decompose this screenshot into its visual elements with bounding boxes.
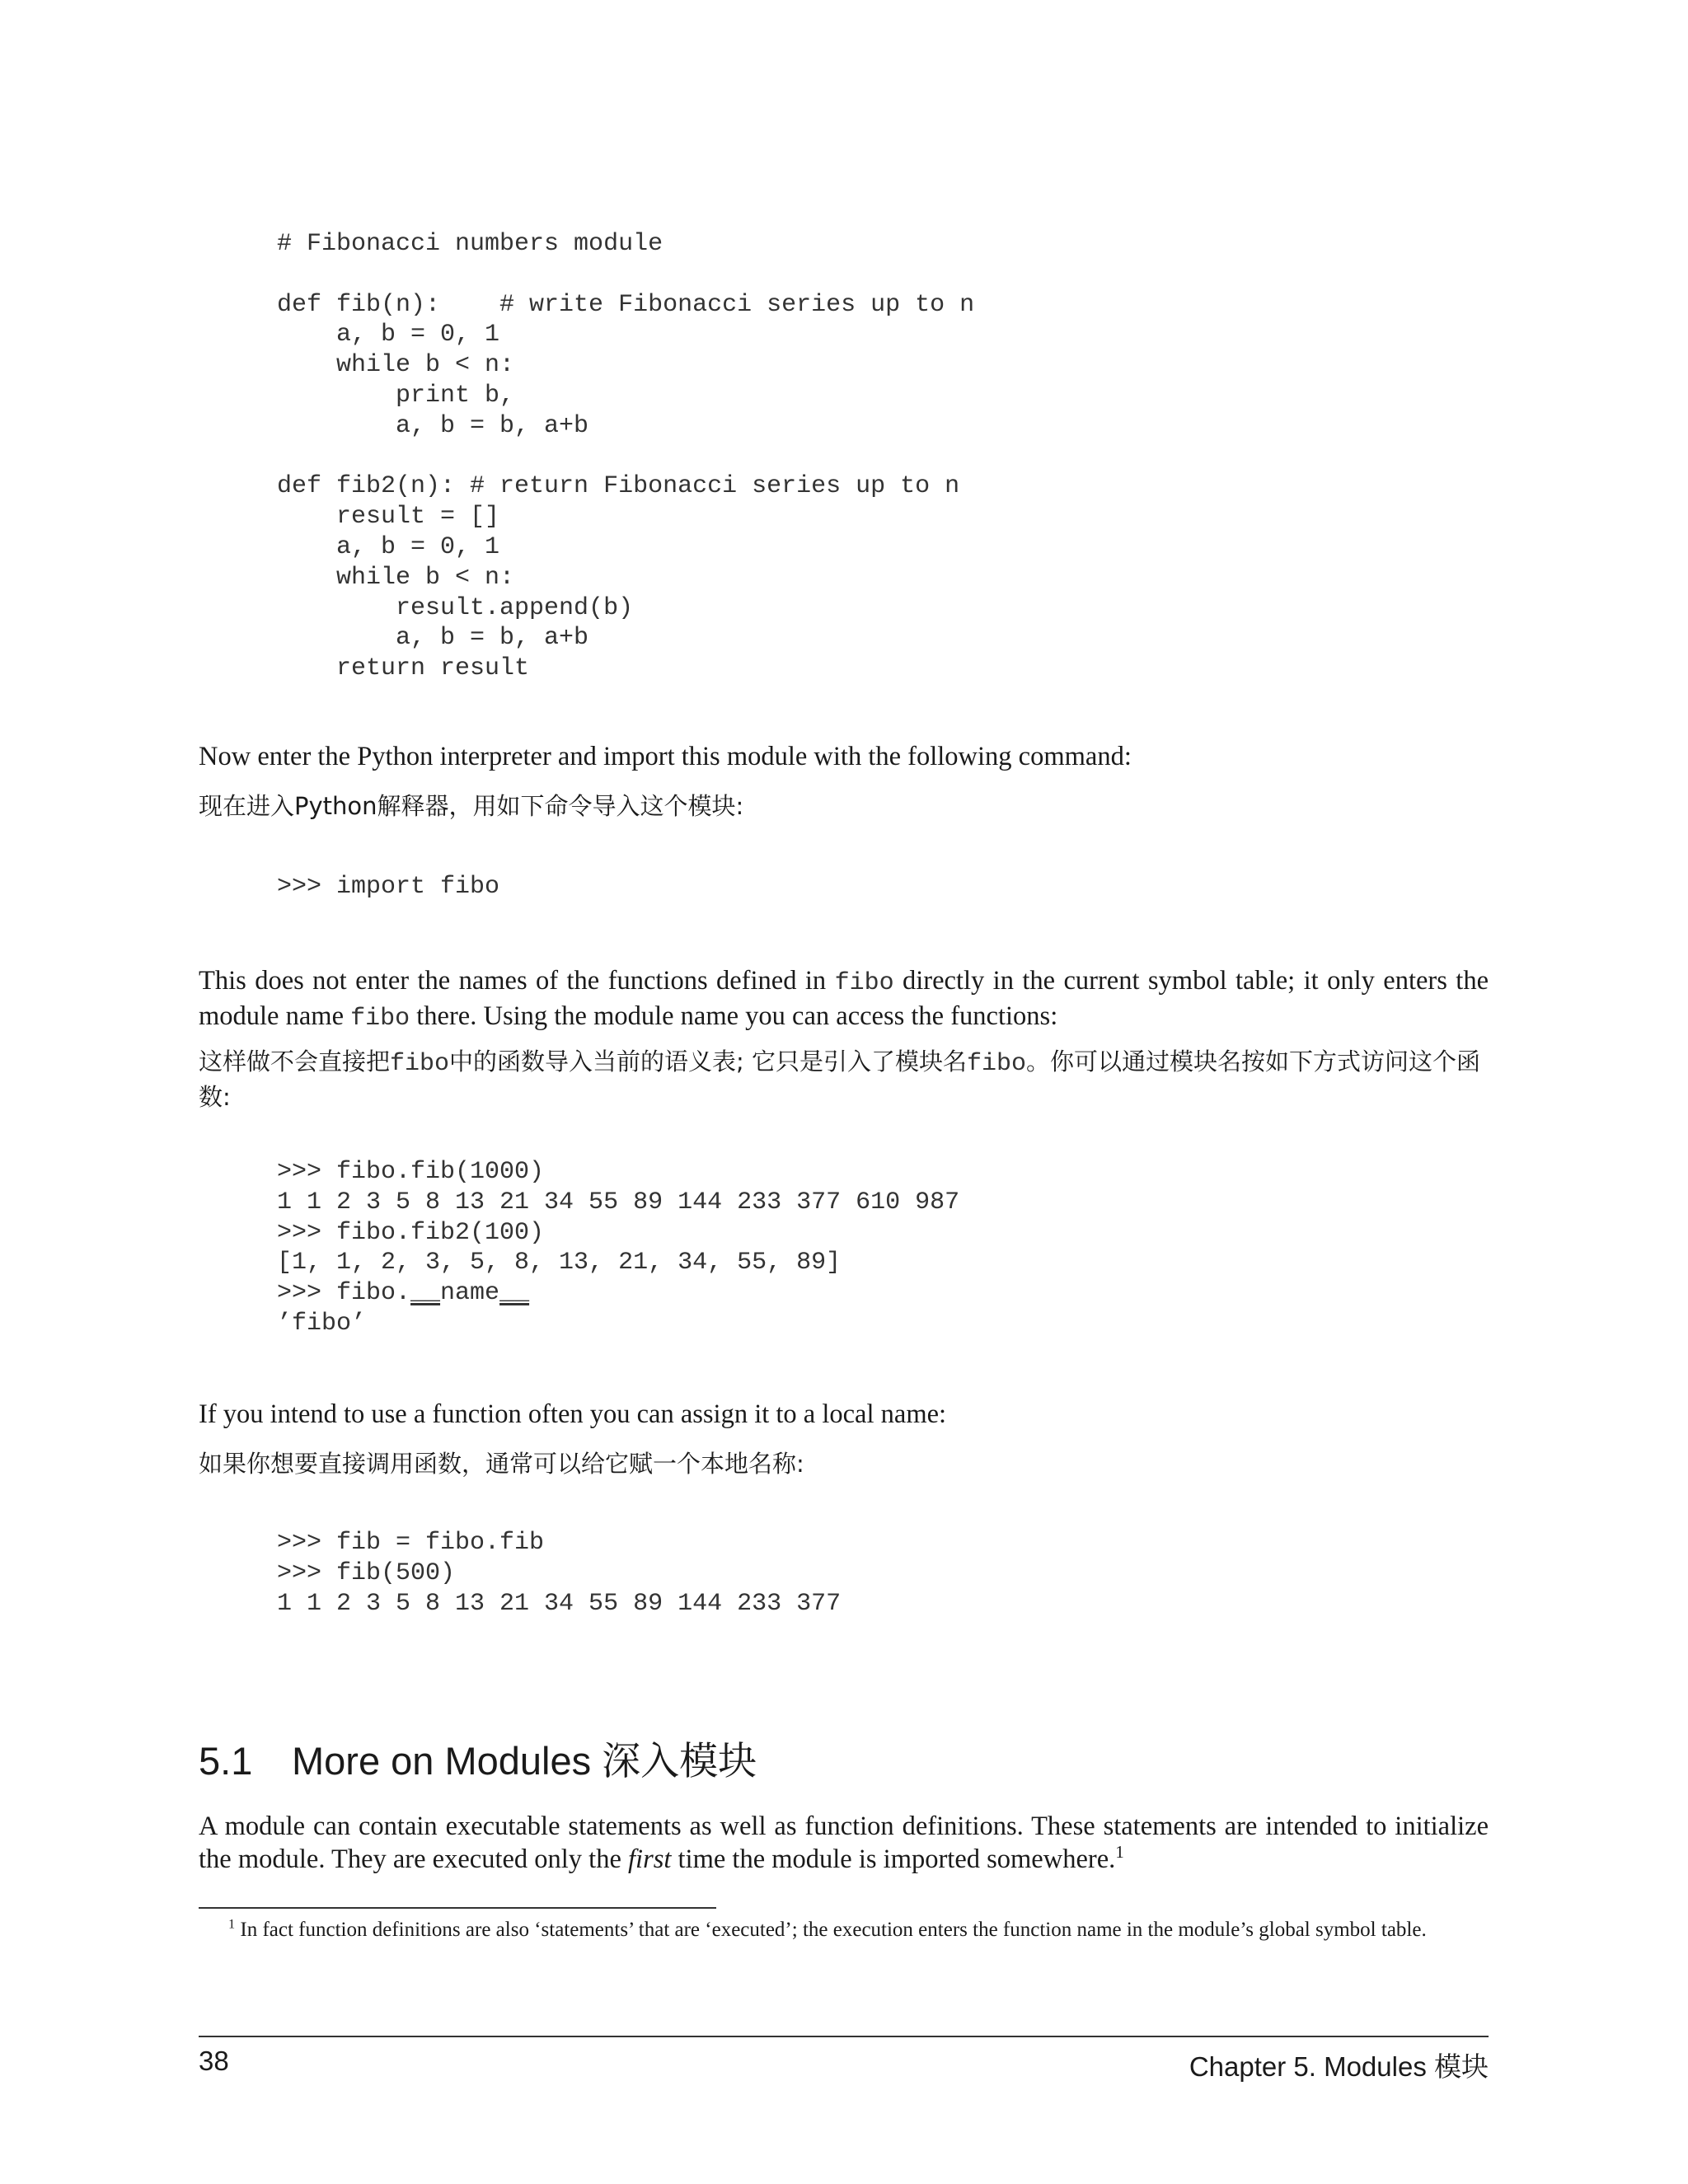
paragraph-local-name-zh: 如果你想要直接调用函数，通常可以给它赋一个本地名称:: [199, 1450, 804, 1478]
footnote-reference: 1: [1115, 1842, 1124, 1863]
paragraph-text: time the module is imported somewhere.: [671, 1844, 1116, 1874]
section-title: More on Modules 深入模块: [292, 1739, 757, 1783]
paragraph-text: A module can contain executable statements as well as function definitions. These statements are intended to initialize the module. They are executed only the: [199, 1811, 1489, 1874]
paragraph-executable-statements: [199, 1810, 1489, 1876]
paragraph-text: 这样做不会直接把: [199, 1047, 391, 1076]
inline-code: fibo: [350, 1005, 410, 1033]
section-number: 5.1: [199, 1739, 253, 1783]
paragraph-local-name: If you intend to use a function often you can assign it to a local name:: [199, 1399, 947, 1429]
paragraph-text: directly in the current symbol table; it only enters the module name: [199, 966, 1489, 1031]
footer-divider: [199, 2036, 1489, 2037]
code-lines: >>> fibo.fib(1000) 1 1 2 3 5 8 13 21 34 55 89 144 233 377 610 987 >>> fibo.fib2(100) [1, 1, 2, 3, 5, 8, 13, 21, 34, 55, 89]: [277, 1158, 960, 1277]
paragraph-symbol-table-zh: [199, 1045, 1489, 1113]
footnote-mark: 1: [228, 1916, 236, 1932]
paragraph-text: there. Using the module name you can access the functions:: [410, 1001, 1058, 1031]
paragraph-enter-interpreter: Now enter the Python interpreter and import this module with the following command:: [199, 742, 1132, 771]
paragraph-enter-interpreter-zh: 现在进入Python解释器，用如下命令导入这个模块:: [199, 792, 744, 820]
code-dunder-left: __: [410, 1279, 441, 1308]
footnote: [199, 1917, 1489, 1943]
paragraph-text: 。你可以通过模块名按如下方式访问这个函数:: [199, 1047, 1481, 1111]
code-name-attr: name: [440, 1279, 500, 1308]
emphasis-text: first: [628, 1844, 672, 1874]
paragraph-symbol-table: [199, 964, 1489, 1035]
code-lines: ’fibo’: [277, 1309, 367, 1338]
code-block-import: >>> import fibo: [277, 873, 500, 901]
chapter-title: Chapter 5. Modules 模块: [1189, 2051, 1489, 2082]
footnote-divider: [199, 1907, 716, 1909]
inline-code: fibo: [834, 969, 894, 997]
paragraph-text: 中的函数导入当前的语义表; 它只是引入了模块名: [449, 1047, 968, 1076]
page-number: 38: [199, 2046, 229, 2076]
paragraph-text: This does not enter the names of the functions defined in: [199, 966, 835, 996]
code-name-prefix: >>> fibo.: [277, 1279, 411, 1308]
code-block-fibo-calls: [277, 1157, 959, 1339]
section-heading: [199, 1731, 757, 1786]
footnote-text: In fact function definitions are also ‘statements’ that are ‘executed’; the execution enters the function name in the module’s global symbol table.: [235, 1919, 1427, 1941]
inline-code: fibo: [967, 1050, 1027, 1078]
code-block-fibo-module: # Fibonacci numbers module def fib(n): # write Fibonacci series up to n a, b = 0, 1 while b < n: print b, a, b = b, a+b def fib2(n): # return Fibonacci series up to n result = [] a, b = 0, 1 while b < n: result.append(b) a, b = b, a+b return result: [277, 230, 975, 683]
code-dunder-right: __: [499, 1279, 530, 1308]
inline-code: fibo: [390, 1050, 450, 1078]
code-block-local-fib: >>> fib = fibo.fib >>> fib(500) 1 1 2 3 5 8 13 21 34 55 89 144 233 377: [277, 1529, 842, 1618]
